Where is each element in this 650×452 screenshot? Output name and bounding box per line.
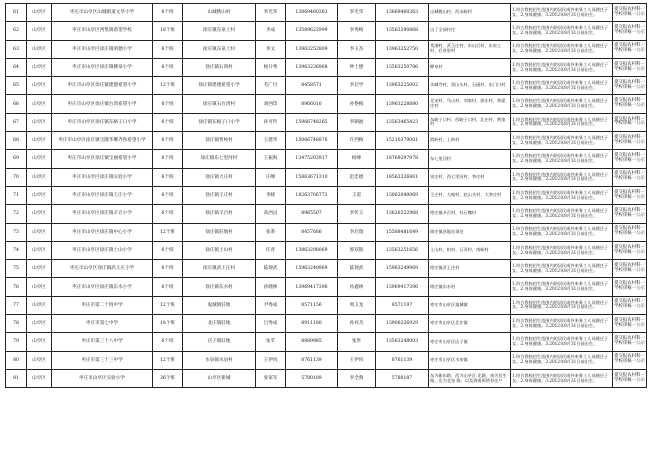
row-number: 79 (6, 333, 27, 351)
requirements-cell: 1.符合我校招生范围内的居民或外来务工人员随迁子女。2.身体健康。3.2012年8月31日前出生。 (511, 333, 613, 351)
address-cell: 徐庄镇辛召村 (183, 205, 256, 223)
district-cell: 山亭区 (27, 58, 52, 76)
district-cell: 山亭区 (27, 22, 52, 40)
district-cell: 山亭区 (27, 369, 52, 387)
district-cell: 山亭区 (27, 333, 52, 351)
principal-phone-cell: 5780189 (286, 369, 338, 387)
row-number: 64 (6, 58, 27, 76)
district-cell: 山亭区 (27, 278, 52, 296)
contact-person-cell: 李全燕 (338, 369, 376, 387)
principal-phone-cell: 15966748265 (286, 113, 338, 131)
procedure-note-cell: 提交报农村科一学校审核一公示 (613, 223, 647, 241)
procedure-note-cell: 提交报农村科一学校审核一公示 (613, 22, 647, 40)
contact-phone-cell: 13906326929 (376, 315, 429, 333)
address-cell: 徐庄镇东水村 (183, 278, 256, 296)
class-count-cell: 6个班 (153, 58, 183, 76)
principal-phone-cell: 13963236968 (286, 58, 338, 76)
requirements-cell: 1.符合我校招生范围内的居民或外来务工人员随迁子女。2.身体健康。3.2012年8月31日前出生。 (511, 296, 613, 314)
class-count-cell: 12个班 (153, 296, 183, 314)
school-name-cell: 枣庄市第七中学 (52, 315, 153, 333)
district-cell: 山亭区 (27, 77, 52, 95)
contact-person-cell: 陆现武 (338, 260, 376, 278)
class-count-cell: 36个班 (153, 369, 183, 387)
enrollment-area-cell: 东七里河村 (429, 150, 511, 168)
contact-phone-cell: 13563465423 (376, 113, 429, 131)
principal-cell: 李晓 (256, 186, 286, 204)
district-cell: 山亭区 (27, 113, 52, 131)
enrollment-area-cell: 水城寺村、窝山头村、石砚村、东门口村 (429, 77, 511, 95)
row-number: 62 (6, 22, 27, 40)
table-row (6, 168, 647, 186)
procedure-note-cell: 提交报农村科一学校审核一公示 (613, 132, 647, 150)
school-name-cell: 枣庄市山亭区徐庄镇实验小学 (52, 168, 153, 186)
row-number: 72 (6, 205, 27, 223)
contact-phone-cell: 13963225002 (376, 77, 429, 95)
address-cell: 徐庄镇建德希望小学 (183, 77, 256, 95)
row-number: 65 (6, 77, 27, 95)
contact-phone-cell: 13963228880 (376, 95, 429, 113)
enrollment-area-cell: 王庄村、大峪村、赵山头村、大李庄村 (429, 186, 511, 204)
class-count-cell: 18个班 (153, 22, 183, 40)
district-cell: 山亭区 (27, 260, 52, 278)
principal-cell: 庄峰 (256, 168, 286, 186)
requirements-cell: 1.符合我校招生范围内的居民或外来务工人员随迁子女。2.身体健康。3.2012年8月31日前出生。 (511, 4, 613, 22)
principal-cell: 李成 (256, 22, 286, 40)
address-cell: 山城桃山村 (183, 4, 256, 22)
principal-phone-cell: 8571156 (286, 296, 338, 314)
principal-cell: 王建华 (256, 132, 286, 150)
address-cell: 水泉镇水泉村 (183, 351, 256, 369)
contact-person-cell: 钟士德 (338, 58, 376, 76)
enrollment-area-cell: 苇湖村、武王庄村、东山后村、东泉上村、后泉里村 (429, 40, 511, 58)
row-number: 76 (6, 278, 27, 296)
class-count-cell: 6个班 (153, 205, 183, 223)
district-cell: 山亭区 (27, 296, 52, 314)
address-cell: 店子镇驻地 (183, 333, 256, 351)
table-row (6, 369, 647, 387)
contact-person-cell: 孙鑫林 (338, 278, 376, 296)
requirements-cell: 1.符合我校招生范围内的居民或外来务工人员随迁子女。2.身体健康。3.2012年8月31日前出生。 (511, 77, 613, 95)
procedure-note-cell: 提交报农村科一学校审核一公示 (613, 150, 647, 168)
requirements-cell: 1.符合我校招生范围内的居民或外来务工人员随迁子女。2.身体健康。3.2012年8月31日前出生。 (511, 95, 613, 113)
requirements-cell: 1.符合我校招生范围内的居民或外来务工人员随迁子女。2.身体健康。3.2012年8月31日前出生。 (511, 315, 613, 333)
school-name-cell: 枣庄市山亭区徐庄镇宝丽希望小学 (52, 150, 153, 168)
table-row (6, 315, 647, 333)
contact-person-cell: 李秀梅 (338, 22, 376, 40)
district-cell: 山亭区 (27, 315, 52, 333)
contact-phone-cell: 13563250796 (376, 58, 429, 76)
requirements-cell: 1.符合我校招生范围内的居民或外来务工人员随迁子女。2.身体健康。3.2012年8月31日前出生。 (511, 150, 613, 168)
row-number: 67 (6, 113, 27, 131)
principal-phone-cell: 8966010 (286, 95, 338, 113)
address-cell: 徐庄镇贾岭村 (183, 132, 256, 150)
school-name-cell: 枣庄市山亭区徐庄镇柳泉小学 (52, 58, 153, 76)
enrollment-area-cell: 东为新东路，西为山亭区 北路，南为民生路，北为北泉 路，以及海南街所有住户 (429, 369, 511, 387)
procedure-note-cell: 提交报农村科一学校审核一公示 (613, 333, 647, 351)
school-name-cell: 枣庄市山亭区徐庄镇土山小学 (52, 241, 153, 259)
class-count-cell: 6个班 (153, 168, 183, 186)
address-cell: 徐庄镇东泉上村 (183, 22, 256, 40)
school-name-cell: 枣庄市山亭区徐庄镇中心小学 (52, 223, 153, 241)
address-cell: 徐庄镇石台湾村 (183, 95, 256, 113)
contact-person-cell: 郭双银 (338, 241, 376, 259)
principal-phone-cell: 8965507 (286, 205, 338, 223)
row-number: 69 (6, 150, 27, 168)
table-row (6, 22, 647, 40)
class-count-cell: 6个班 (153, 113, 183, 131)
principal-phone-cell: 8457686 (286, 223, 338, 241)
procedure-note-cell: 提交报农村科一学校审核一公示 (613, 186, 647, 204)
procedure-note-cell: 提交报农村科一学校审核一公示 (613, 95, 647, 113)
row-number: 66 (6, 95, 27, 113)
principal-cell: 许青 (256, 241, 286, 259)
procedure-note-cell: 提交报农村科一学校审核一公示 (613, 168, 647, 186)
enrollment-area-cell: 徐庄镇东水村 (429, 278, 511, 296)
table-row (6, 40, 647, 58)
school-name-cell: 枣庄市山亭区徐庄镇台湾希望小学 (52, 95, 153, 113)
enrollment-area-cell: 宋庄村、西七里河村、李庄村 (429, 168, 511, 186)
requirements-cell: 1.符合我校招生范围内的居民或外来务工人员随迁子女。2.身体健康。3.2012年8月31日前出生。 (511, 260, 613, 278)
class-count-cell: 6个班 (153, 150, 183, 168)
requirements-cell: 1.符合我校招生范围内的居民或外来务工人员随迁子女。2.身体健康。3.2012年8月31日前出生。 (511, 168, 613, 186)
contact-person-cell: 张世 (338, 333, 376, 351)
contact-phone-cell: 13869460363 (376, 4, 429, 22)
contact-phone-cell: 13563251656 (376, 241, 429, 259)
requirements-cell: 1.符合我校招生范围内的居民或外来务工人员随迁子女。2.身体健康。3.2012年8月31日前出生。 (511, 351, 613, 369)
school-name-cell: 枣庄市山亭区山城街道文华小学 (52, 4, 153, 22)
table-row (6, 58, 647, 76)
table-row (6, 296, 647, 314)
address-cell: 徐庄镇东峪子口小学 (183, 113, 256, 131)
address-cell: 徐庄镇王庄村 (183, 186, 256, 204)
contact-phone-cell: 8761139 (376, 351, 429, 369)
procedure-note-cell: 提交报农村科一学校审核一公示 (613, 351, 647, 369)
district-cell: 山亭区 (27, 4, 52, 22)
requirements-cell: 1.符合我校招生范围内的居民或外来务工人员随迁子女。2.身体健康。3.2012年8月31日前出生。 (511, 241, 613, 259)
contact-phone-cell: 13563390868 (376, 22, 429, 40)
procedure-note-cell: 提交报农村科一学校审核一公示 (613, 77, 647, 95)
address-cell: 徐庄镇驻地村 (183, 223, 256, 241)
contact-person-cell: 孙祥杰 (338, 315, 376, 333)
principal-phone-cell: 13969417396 (286, 278, 338, 296)
school-name-cell: 枣庄市山亭区西集镇希望学校 (52, 22, 153, 40)
principal-cell: 吕秀成 (256, 315, 286, 333)
principal-phone-cell: 8458571 (286, 77, 338, 95)
procedure-note-cell: 提交报农村科一学校审核一公示 (613, 4, 647, 22)
class-count-cell: 12个班 (153, 351, 183, 369)
class-count-cell: 6个班 (153, 278, 183, 296)
school-name-cell: 枣庄市山亭区实验小学 (52, 369, 153, 387)
contact-person-cell: 孙艳梅 (338, 95, 376, 113)
requirements-cell: 1.符合我校招生范围内的居民或外来务工人员随迁子女。2.身体健康。3.2012年8月31日前出生。 (511, 186, 613, 204)
district-cell: 山亭区 (27, 186, 52, 204)
requirements-cell: 1.符合我校招生范围内的居民或外来务工人员随迁子女。2.身体健康。3.2012年8月31日前出生。 (511, 22, 613, 40)
district-cell: 山亭区 (27, 40, 52, 58)
contact-person-cell: 李玉杰 (338, 40, 376, 58)
class-count-cell: 6个班 (153, 186, 183, 204)
procedure-note-cell: 提交报农村科一学校审核一公示 (613, 205, 647, 223)
district-cell: 山亭区 (27, 168, 52, 186)
contact-person-cell: 王雷 (338, 186, 376, 204)
contact-person-cell: 李朝福 (338, 113, 376, 131)
procedure-note-cell: 提交报农村科一学校审核一公示 (613, 369, 647, 387)
principal-cell: 尹秀成 (256, 296, 286, 314)
principal-phone-cell: 18263766772 (286, 186, 338, 204)
procedure-note-cell: 提交报农村科一学校审核一公示 (613, 315, 647, 333)
enrollment-area-cell: 山丁全部村庄 (429, 22, 511, 40)
address-cell: 山亭区新城 (183, 369, 256, 387)
class-count-cell: 6个班 (153, 4, 183, 22)
procedure-note-cell: 提交报农村科一学校审核一公示 (613, 278, 647, 296)
requirements-cell: 1.符合我校招生范围内的居民或外来务工人员随迁子女。2.身体健康。3.2012年8月31日前出生。 (511, 113, 613, 131)
enrollment-area-cell: 徐庄镇武王庄村 (429, 260, 511, 278)
contact-phone-cell: 15963249969 (376, 260, 429, 278)
row-number: 74 (6, 241, 27, 259)
principal-cell: 王振海 (256, 150, 286, 168)
contact-person-cell: 王伊风 (338, 351, 376, 369)
table-row (6, 241, 647, 259)
contact-person-cell: 李启瑞 (338, 223, 376, 241)
enrollment-area-cell: 枣庄市山亭区北庄镇 (429, 315, 511, 333)
table-row (6, 333, 647, 351)
class-count-cell: 6个班 (153, 260, 183, 278)
enrollment-area-cell: 滑岭村、上岭村 (429, 132, 511, 150)
principal-cell: 高西良 (256, 205, 286, 223)
class-count-cell: 6个班 (153, 95, 183, 113)
school-name-cell: 枣庄市山亭区徐庄镇王庄小学 (52, 186, 153, 204)
class-count-cell: 12个班 (153, 77, 183, 95)
table-body (6, 4, 647, 388)
contact-person-cell: 李光华 (338, 4, 376, 22)
contact-person-cell: 赵忠德 (338, 168, 376, 186)
enrollment-area-cell: 柳泉村 (429, 58, 511, 76)
table-row (6, 95, 647, 113)
row-number: 71 (6, 186, 27, 204)
class-count-cell: 6个班 (153, 40, 183, 58)
address-cell: 徐庄镇石窝村 (183, 58, 256, 76)
enrollment-table (5, 3, 647, 388)
requirements-cell: 1.符合我校招生范围内的居民或外来务工人员随迁子女。2.身体健康。3.2012年8月31日前出生。 (511, 223, 613, 241)
contact-phone-cell: 13969417396 (376, 278, 429, 296)
row-number: 78 (6, 315, 27, 333)
district-cell: 山亭区 (27, 132, 52, 150)
class-count-cell: 6个班 (153, 132, 183, 150)
principal-phone-cell: 13869460363 (286, 4, 338, 22)
district-cell: 山亭区 (27, 205, 52, 223)
enrollment-table-sheet (5, 3, 646, 388)
principal-cell: 王伊风 (256, 351, 286, 369)
contact-phone-cell: 8571197 (376, 296, 429, 314)
contact-phone-cell: 13626322968 (376, 205, 429, 223)
enrollment-area-cell: 枣庄市山亭区鬼城镇 (429, 296, 511, 314)
principal-cell: 张苹 (256, 333, 286, 351)
table-row (6, 4, 647, 22)
procedure-note-cell: 提交报农村科一学校审核一公示 (613, 260, 647, 278)
table-row (6, 351, 647, 369)
district-cell: 山亭区 (27, 223, 52, 241)
class-count-cell: 12个班 (153, 223, 183, 241)
table-row (6, 132, 647, 150)
school-name-cell: 枣庄市山亭区徐庄镇明德小学 (52, 40, 153, 58)
table-row (6, 278, 647, 296)
contact-person-cell: 杨峰 (338, 150, 376, 168)
school-name-cell: 枣庄市第三十三中学 (52, 351, 153, 369)
procedure-note-cell: 提交报农村科一学校审核一公示 (613, 241, 647, 259)
procedure-note-cell: 提交报农村科一学校审核一公示 (613, 40, 647, 58)
principal-phone-cell: 8989985 (286, 333, 338, 351)
row-number: 75 (6, 260, 27, 278)
principal-cell: 孙可传 (256, 113, 286, 131)
table-row (6, 223, 647, 241)
principal-phone-cell: 13963252809 (286, 40, 338, 58)
school-name-cell: 枣庄市山亭区徐庄镇辛召小学 (52, 205, 153, 223)
principal-cell: 李文 (256, 40, 286, 58)
school-name-cell: 枣庄市山亭区徐庄镇东峪子口小学 (52, 113, 153, 131)
row-number: 77 (6, 296, 27, 314)
principal-phone-cell: 13863298069 (286, 241, 338, 259)
principal-cell: 张茶 (256, 223, 286, 241)
principal-phone-cell: 15066748876 (286, 132, 338, 150)
enrollment-area-cell: 枣庄市山亭区店子镇 (429, 333, 511, 351)
principal-cell: 孙晓林 (256, 278, 286, 296)
school-name-cell: 枣庄市山亭区徐庄镇东水小学 (52, 278, 153, 296)
row-number: 70 (6, 168, 27, 186)
school-name-cell: 枣庄市山亭区徐庄镇武王庄小学 (52, 260, 153, 278)
address-cell: 徐庄镇大庄村 (183, 168, 256, 186)
row-number: 61 (6, 4, 27, 22)
table-row (6, 77, 647, 95)
class-count-cell: 6个班 (153, 333, 183, 351)
enrollment-area-cell: 东峪子口村、西峪子口村、北庄村、荆家村 (429, 113, 511, 131)
school-name-cell: 枣庄市第二十四中学 (52, 296, 153, 314)
principal-phone-cell: 8761139 (286, 351, 338, 369)
requirements-cell: 1.符合我校招生范围内的居民或外来务工人员随迁子女。2.身体健康。3.2012年8月31日前出生。 (511, 132, 613, 150)
enrollment-area-cell: 枣庄市山亭区水泉镇 (429, 351, 511, 369)
procedure-note-cell: 提交报农村科一学校审核一公示 (613, 113, 647, 131)
contact-phone-cell: 5780187 (376, 369, 429, 387)
principal-cell: 杨开秀 (256, 58, 286, 76)
contact-phone-cell: 13563248003 (376, 333, 429, 351)
procedure-note-cell: 提交报农村科一学校审核一公示 (613, 58, 647, 76)
contact-person-cell: 李启学 (338, 77, 376, 95)
contact-phone-cell: 15210379001 (376, 132, 429, 150)
address-cell: 徐庄镇东七里河村 (183, 150, 256, 168)
requirements-cell: 1.符合我校招生范围内的居民或外来务工人员随迁子女。2.身体健康。3.2012年8月31日前出生。 (511, 58, 613, 76)
principal-phone-cell: 15863671310 (286, 168, 338, 186)
school-name-cell: 枣庄市山亭区徐庄镇宝隆华鹰齐鲁希望小学 (52, 132, 153, 150)
row-number: 68 (6, 132, 27, 150)
principal-cell: 李光华 (256, 4, 286, 22)
district-cell: 山亭区 (27, 150, 52, 168)
principal-cell: 刘西印 (256, 95, 286, 113)
school-name-cell: 枣庄市山亭区徐庄镇建德希望小学 (52, 77, 153, 95)
contact-phone-cell: 13062040069 (376, 186, 429, 204)
enrollment-area-cell: 土山村、柏村、石河村、南峪村 (429, 241, 511, 259)
address-cell: 北庄镇驻地 (183, 315, 256, 333)
principal-phone-cell: 13475203917 (286, 150, 338, 168)
district-cell: 山亭区 (27, 241, 52, 259)
contact-person-cell: 李传玉 (338, 205, 376, 223)
contact-person-cell: 周玉龙 (338, 296, 376, 314)
enrollment-area-cell: 徐庄镇驻地办事处 (429, 223, 511, 241)
school-name-cell: 枣庄市第三十八中学 (52, 333, 153, 351)
table-row (6, 113, 647, 131)
principal-phone-cell: 15963249969 (286, 260, 338, 278)
table-row (6, 150, 647, 168)
principal-phone-cell: 13589622999 (286, 22, 338, 40)
principal-phone-cell: 8911180 (286, 315, 338, 333)
table-row (6, 205, 647, 223)
enrollment-area-cell: 徐庄镇辛召村、杜石嘴村 (429, 205, 511, 223)
row-number: 63 (6, 40, 27, 58)
address-cell: 徐庄镇东泉上村 (183, 40, 256, 58)
contact-person-cell: 许西梅 (338, 132, 376, 150)
requirements-cell: 1.符合我校招生范围内的居民或外来务工人员随迁子女。2.身体健康。3.2012年8月31日前出生。 (511, 278, 613, 296)
table-row (6, 260, 647, 278)
contact-phone-cell: 18769297978 (376, 150, 429, 168)
enrollment-area-cell: 山城桃山村、西水峪村 (429, 4, 511, 22)
procedure-note-cell: 提交报农村科一学校审核一公示 (613, 296, 647, 314)
table-row (6, 186, 647, 204)
row-number: 73 (6, 223, 27, 241)
requirements-cell: 1.符合我校招生范围内的居民或外来务工人员随迁子女。2.身体健康。3.2012年8月31日前出生。 (511, 369, 613, 387)
requirements-cell: 1.符合我校招生范围内的居民或外来务工人员随迁子女。2.身体健康。3.2012年8月31日前出生。 (511, 40, 613, 58)
row-number: 80 (6, 351, 27, 369)
contact-phone-cell: 18563326861 (376, 168, 429, 186)
address-cell: 徐庄镇土山村 (183, 241, 256, 259)
enrollment-area-cell: 北宋村、马山村、刘家村、郭庄村、黄崖庄村 (429, 95, 511, 113)
requirements-cell: 1.符合我校招生范围内的居民或外来务工人员随迁子女。2.身体健康。3.2012年8月31日前出生。 (511, 205, 613, 223)
address-cell: 鬼城镇驻地 (183, 296, 256, 314)
principal-cell: 张家军 (256, 369, 286, 387)
contact-phone-cell: 13963252750 (376, 40, 429, 58)
district-cell: 山亭区 (27, 351, 52, 369)
row-number: 81 (6, 369, 27, 387)
class-count-cell: 18个班 (153, 315, 183, 333)
class-count-cell: 6个班 (153, 241, 183, 259)
principal-cell: 毛广付 (256, 77, 286, 95)
district-cell: 山亭区 (27, 95, 52, 113)
address-cell: 徐庄镇武王庄村 (183, 260, 256, 278)
contact-phone-cell: 15588481649 (376, 223, 429, 241)
principal-cell: 陆现武 (256, 260, 286, 278)
